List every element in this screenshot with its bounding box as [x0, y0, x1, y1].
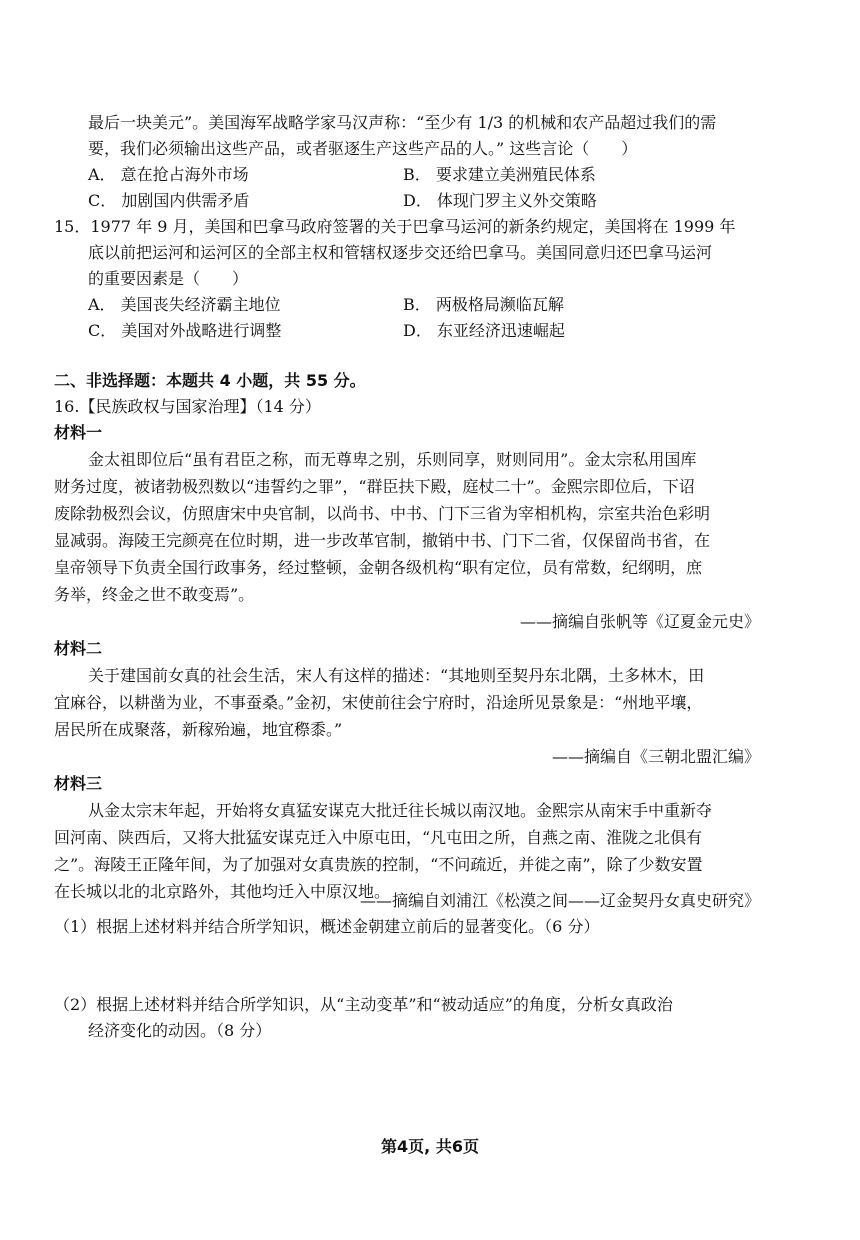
q15-option-b: B． 两极格局濒临瓦解 — [403, 295, 564, 314]
material2-line-2: 宜麻谷，以耕凿为业，不事蚕桑。”金初，宋使前往会宁府时，沿途所见景象是：“州地平壤， — [54, 693, 703, 712]
material3-label: 材料三 — [54, 774, 103, 793]
q15-option-c: C． 美国对外战略进行调整 — [88, 321, 282, 340]
material1-line-6: 务举，终金之世不敢变焉”。 — [54, 585, 255, 604]
material2-label: 材料二 — [54, 639, 103, 658]
q16-subquestion-1: （1）根据上述材料并结合所学知识，概述金朝建立前后的显著变化。（6 分） — [54, 917, 600, 936]
q15-option-a: A． 美国丧失经济霸主地位 — [88, 295, 281, 314]
material1-label: 材料一 — [54, 423, 103, 442]
material1-line-4: 显减弱。海陵王完颜亮在位时期，进一步改革官制，撤销中书、门下二省，仅保留尚书省，在 — [54, 531, 711, 550]
q15-stem-line-3: 的重要因素是（ ） — [88, 269, 249, 288]
q16-subquestion-2-line-1: （2）根据上述材料并结合所学知识，从“主动变革”和“被动适应”的角度，分析女真政治 — [54, 995, 673, 1014]
q16-title: 16.【民族政权与国家治理】（14 分） — [54, 397, 321, 416]
section2-heading: 二、非选择题：本题共 4 小题，共 55 分。 — [54, 371, 366, 390]
q15-option-d: D． 东亚经济迅速崛起 — [403, 321, 565, 340]
material3-line-2: 回河南、陕西后，又将大批猛安谋克迁入中原屯田，“凡屯田之所，自燕之南、淮陇之北俱有 — [54, 828, 703, 847]
page-number: 第4页, 共6页 — [381, 1137, 479, 1156]
material2-line-3: 居民所在成聚落，新稼殆遍，地宜穄黍。” — [54, 720, 343, 739]
material1-line-3: 废除勃极烈会议，仿照唐宋中央官制，以尚书、中书、门下三省为宰相机构，宗室共治色彩明 — [54, 504, 711, 523]
q14-stem-line-2: 要，我们必须输出这些产品，或者驱逐生产这些产品的人。” 这些言论（ ） — [88, 139, 638, 158]
material1-line-5: 皇帝领导下负责全国行政事务，经过整顿，金朝各级机构“职有定位，员有常数，纪纲明，庶 — [54, 558, 703, 577]
material3-source: ——摘编自刘浦江《松漠之间——辽金契丹女真史研究》 — [359, 891, 760, 910]
q15-stem-line-2: 底以前把运河和运河区的全部主权和管辖权逐步交还给巴拿马。美国同意归还巴拿马运河 — [88, 243, 713, 262]
material3-line-4: 在长城以北的北京路外，其他均迁入中原汉地。 — [54, 882, 391, 901]
material1-line-2: 财务过度，被诸勃极烈数以“违誓约之罪”，“群臣扶下殿，庭杖二十”。金熙宗即位后，下诏 — [54, 477, 695, 496]
material3-line-3: 之”。海陵王正隆年间，为了加强对女真贵族的控制，“不问疏近，并徙之南”，除了少数安置 — [54, 855, 703, 874]
q16-subquestion-2-line-2: 经济变化的动因。（8 分） — [88, 1021, 272, 1040]
material2-source: ——摘编自《三朝北盟汇编》 — [551, 747, 760, 766]
material1-source: ——摘编自张帆等《辽夏金元史》 — [519, 612, 760, 631]
material1-line-1: 金太祖即位后“虽有君臣之称，而无尊卑之别，乐则同享，财则同用”。金太宗私用国库 — [88, 450, 697, 469]
q14-option-c: C． 加剧国内供需矛盾 — [88, 191, 250, 210]
material3-line-1: 从金太宗末年起，开始将女真猛安谋克大批迁往长城以南汉地。金熙宗从南宋手中重新夺 — [88, 801, 713, 820]
q15-stem-line-1: 15．1977 年 9 月，美国和巴拿马政府签署的关于巴拿马运河的新条约规定，美国将在 1999 年 — [54, 217, 736, 236]
q14-option-a: A． 意在抢占海外市场 — [88, 165, 249, 184]
q14-option-d: D． 体现门罗主义外交策略 — [403, 191, 597, 210]
material2-line-1: 关于建国前女真的社会生活，宋人有这样的描述：“其地则至契丹东北隅，土多林木，田 — [88, 666, 705, 685]
q14-stem-line-1: 最后一块美元”。美国海军战略学家马汉声称：“至少有 1/3 的机械和农产品超过我们的需 — [88, 113, 717, 132]
q14-option-b: B． 要求建立美洲殖民体系 — [403, 165, 596, 184]
